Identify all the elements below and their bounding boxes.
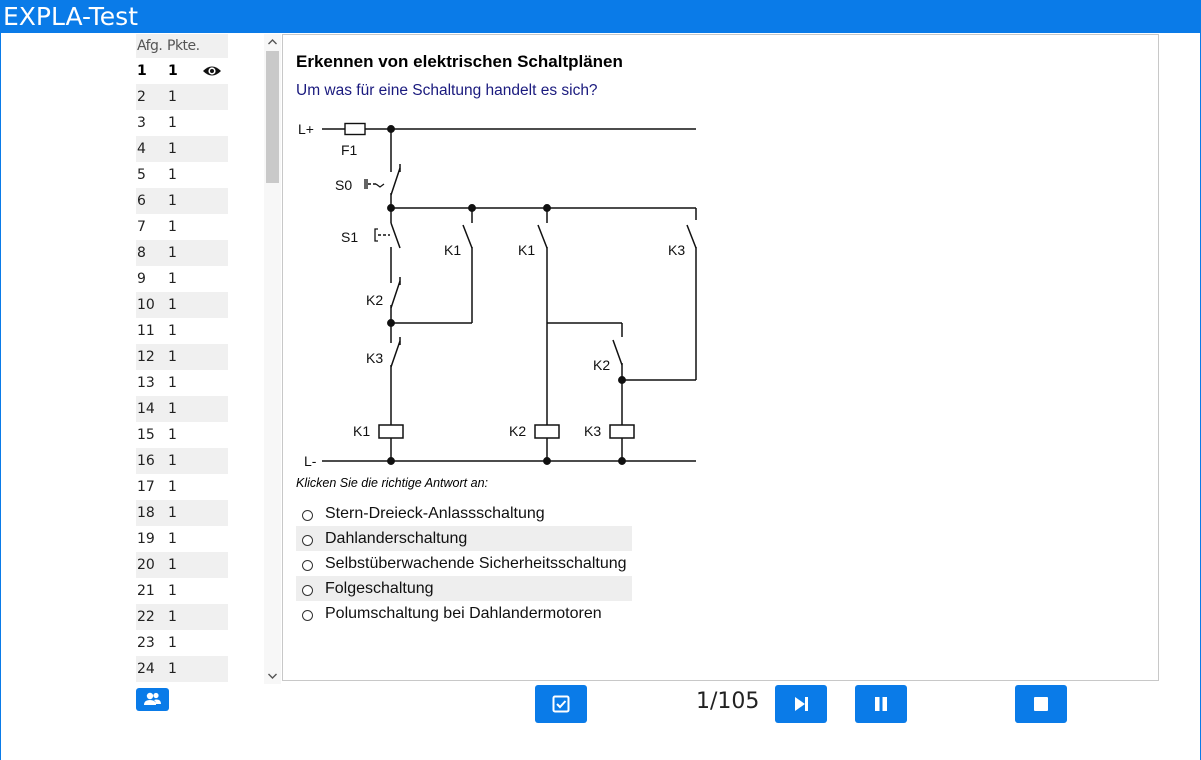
answer-label[interactable]: Folgeschaltung	[325, 579, 434, 597]
answer-option[interactable]	[296, 601, 632, 626]
task-row[interactable]	[136, 474, 228, 500]
task-row[interactable]	[136, 604, 228, 630]
task-row[interactable]	[136, 578, 228, 604]
skip-forward-icon	[791, 694, 811, 714]
answer-option[interactable]	[296, 501, 632, 526]
task-row[interactable]	[136, 58, 228, 84]
label-k3-contact: K3	[366, 350, 384, 366]
task-points: 1	[168, 661, 177, 677]
label-k3-hold: K3	[668, 242, 686, 258]
label-coil-k1: K1	[353, 423, 371, 439]
task-number: 6	[137, 193, 146, 209]
answer-option[interactable]	[296, 526, 632, 551]
radio-button[interactable]	[302, 585, 313, 596]
task-number: 14	[137, 401, 155, 417]
task-points: 1	[168, 609, 177, 625]
task-points: 1	[168, 219, 177, 235]
radio-button[interactable]	[302, 510, 313, 521]
task-list	[136, 34, 228, 684]
title-bar	[0, 0, 1201, 33]
task-points: 1	[168, 115, 177, 131]
task-number: 16	[137, 453, 155, 469]
task-row[interactable]	[136, 266, 228, 292]
task-number: 1	[137, 63, 147, 79]
task-points: 1	[168, 583, 177, 599]
scroll-down-icon[interactable]	[264, 668, 281, 684]
task-number: 12	[137, 349, 155, 365]
answer-label[interactable]: Selbstüberwachende Sicherheitsschaltung	[325, 554, 627, 572]
task-points: 1	[168, 401, 177, 417]
label-s0: S0	[335, 177, 353, 193]
question-counter: 1/105	[696, 689, 760, 714]
check-answer-button[interactable]	[535, 685, 587, 723]
task-row[interactable]	[136, 396, 228, 422]
task-number: 8	[137, 245, 146, 261]
task-number: 24	[137, 661, 155, 677]
task-number: 9	[137, 271, 146, 287]
task-number: 3	[137, 115, 146, 131]
task-number: 22	[137, 609, 155, 625]
task-number: 19	[137, 531, 155, 547]
task-points: 1	[168, 89, 177, 105]
participants-button[interactable]	[136, 688, 169, 711]
task-row[interactable]	[136, 656, 228, 682]
task-number: 2	[137, 89, 146, 105]
task-points: 1	[168, 505, 177, 521]
next-question-button[interactable]	[775, 685, 827, 723]
scrollbar-thumb[interactable]	[266, 51, 279, 183]
task-points: 1	[168, 479, 177, 495]
task-row[interactable]	[136, 188, 228, 214]
task-row[interactable]	[136, 162, 228, 188]
label-k1-path: K1	[518, 242, 536, 258]
task-row[interactable]	[136, 422, 228, 448]
task-number: 10	[137, 297, 155, 313]
label-k2-contact: K2	[366, 292, 384, 308]
eye-icon	[202, 64, 222, 78]
label-coil-k2: K2	[509, 423, 527, 439]
task-number: 20	[137, 557, 155, 573]
task-points: 1	[168, 271, 177, 287]
stop-icon	[1031, 694, 1051, 714]
task-row[interactable]	[136, 344, 228, 370]
task-row[interactable]	[136, 630, 228, 656]
answer-list	[296, 501, 632, 626]
task-points: 1	[168, 557, 177, 573]
task-row[interactable]	[136, 526, 228, 552]
task-points: 1	[168, 427, 177, 443]
circuit-diagram	[294, 115, 714, 470]
app-title: EXPLA-Test	[3, 2, 139, 31]
window-frame-left	[0, 33, 1, 760]
radio-button[interactable]	[302, 535, 313, 546]
scroll-up-icon[interactable]	[264, 34, 281, 50]
task-list-scrollbar[interactable]	[264, 34, 281, 684]
label-k2-no: K2	[593, 357, 611, 373]
stop-test-button[interactable]	[1015, 685, 1067, 723]
task-points: 1	[168, 141, 177, 157]
task-points: 1	[168, 63, 178, 79]
task-row[interactable]	[136, 370, 228, 396]
answer-option[interactable]	[296, 551, 632, 576]
user-group-icon	[136, 688, 169, 711]
radio-button[interactable]	[302, 560, 313, 571]
task-points: 1	[168, 375, 177, 391]
task-number: 21	[137, 583, 155, 599]
task-list-header	[136, 34, 228, 58]
task-points: 1	[168, 635, 177, 651]
task-points: 1	[168, 453, 177, 469]
task-points: 1	[168, 297, 177, 313]
task-points: 1	[168, 167, 177, 183]
radio-button[interactable]	[302, 610, 313, 621]
task-number: 15	[137, 427, 155, 443]
label-f1: F1	[341, 142, 358, 158]
question-text: Um was für eine Schaltung handelt es sich?	[296, 82, 598, 99]
answer-hint: Klicken Sie die richtige Antwort an:	[296, 476, 488, 490]
task-points: 1	[168, 245, 177, 261]
task-number: 11	[137, 323, 155, 339]
question-panel	[282, 34, 1159, 681]
label-l-plus: L+	[298, 121, 314, 137]
pause-button[interactable]	[855, 685, 907, 723]
label-coil-k3: K3	[584, 423, 602, 439]
answer-label[interactable]: Stern-Dreieck-Anlassschaltung	[325, 504, 545, 522]
task-points: 1	[168, 531, 177, 547]
task-row[interactable]	[136, 110, 228, 136]
task-number: 7	[137, 219, 146, 235]
answer-label[interactable]: Polumschaltung bei Dahlandermotoren	[325, 604, 602, 622]
check-square-icon	[551, 694, 571, 714]
task-points: 1	[168, 349, 177, 365]
task-number: 23	[137, 635, 155, 651]
header-task: Afg.	[137, 38, 163, 54]
label-l-minus: L-	[304, 453, 317, 469]
task-row[interactable]	[136, 318, 228, 344]
task-points: 1	[168, 323, 177, 339]
task-row[interactable]	[136, 292, 228, 318]
task-row[interactable]	[136, 500, 228, 526]
label-k1-hold: K1	[444, 242, 462, 258]
task-row[interactable]	[136, 448, 228, 474]
task-row[interactable]	[136, 84, 228, 110]
header-points: Pkte.	[167, 38, 200, 54]
label-s1: S1	[341, 229, 359, 245]
answer-label[interactable]: Dahlanderschaltung	[325, 529, 468, 547]
task-row[interactable]	[136, 136, 228, 162]
task-number: 18	[137, 505, 155, 521]
task-points: 1	[168, 193, 177, 209]
task-number: 5	[137, 167, 146, 183]
answer-option[interactable]	[296, 576, 632, 601]
task-number: 4	[137, 141, 146, 157]
task-number: 13	[137, 375, 155, 391]
pause-icon	[871, 694, 891, 714]
question-title: Erkennen von elektrischen Schaltplänen	[296, 52, 623, 71]
task-row[interactable]	[136, 214, 228, 240]
task-row[interactable]	[136, 240, 228, 266]
task-number: 17	[137, 479, 155, 495]
task-row[interactable]	[136, 552, 228, 578]
